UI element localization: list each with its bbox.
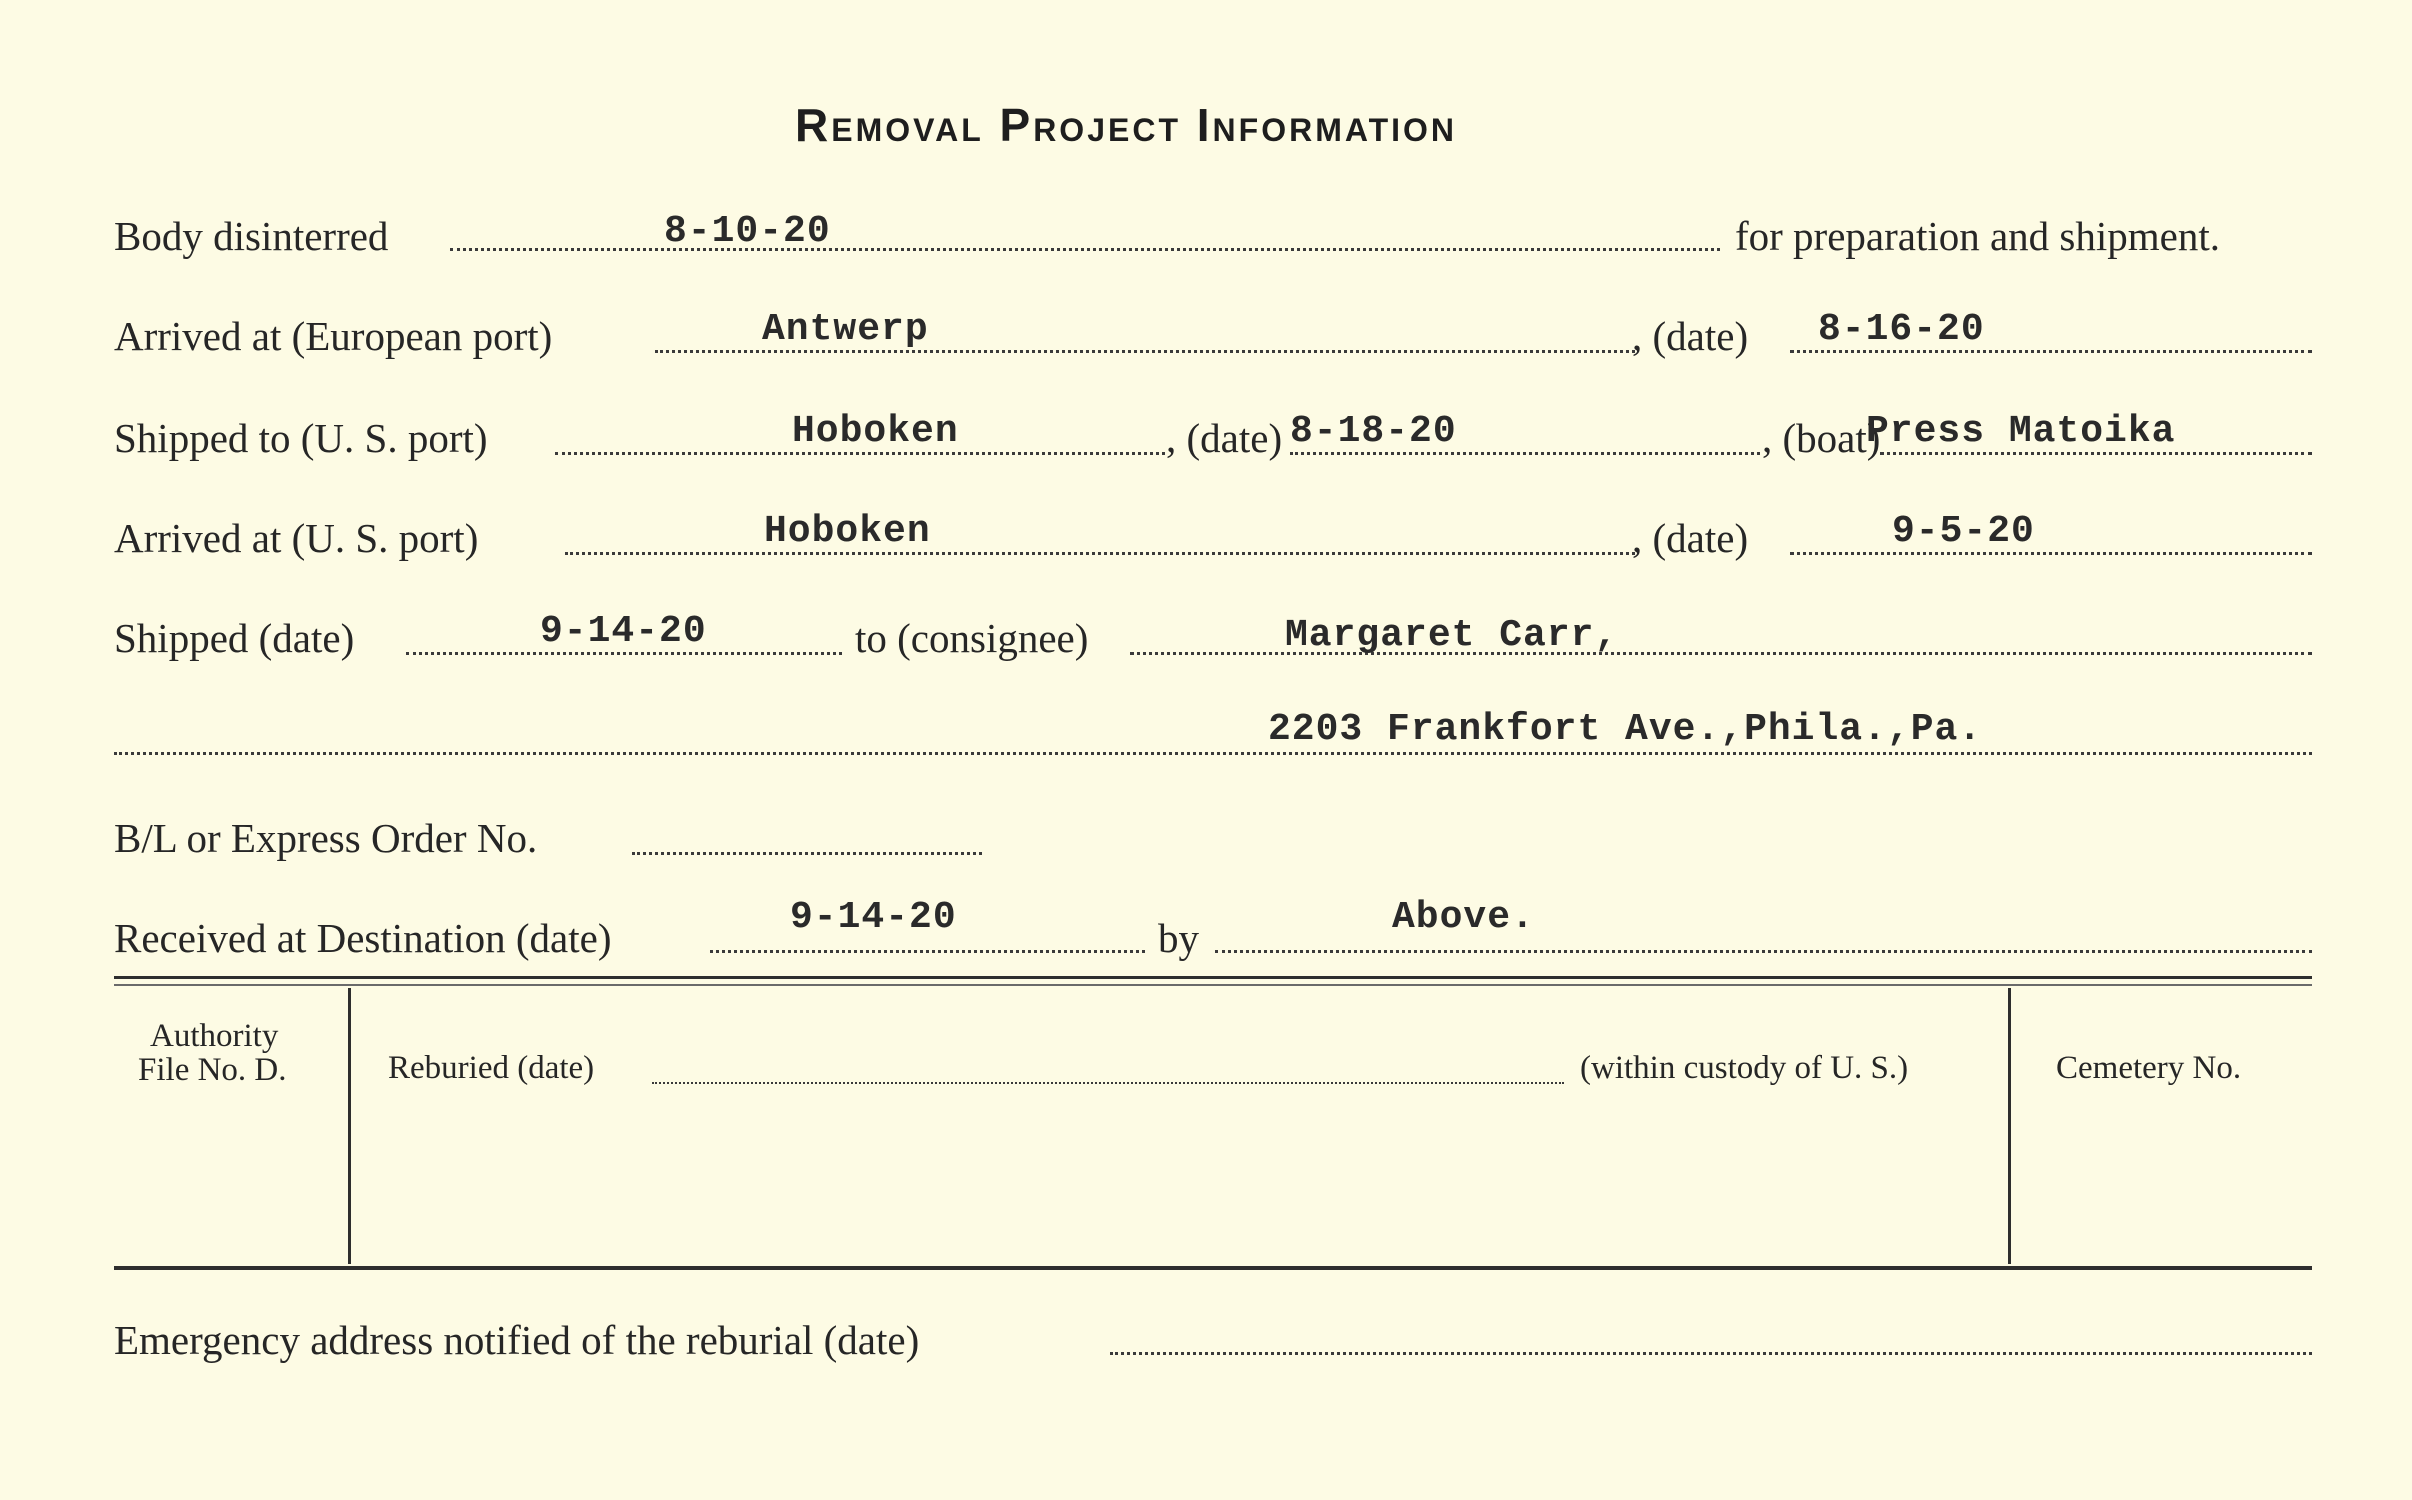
- us-port-shipped-label: Shipped to (U. S. port): [114, 415, 488, 461]
- us-port-arrived-label: Arrived at (U. S. port): [114, 515, 479, 561]
- shipped-date-value: 9-14-20: [540, 610, 707, 653]
- boat-value: Press Matoika: [1866, 410, 2176, 453]
- us-port-shipped-value: Hoboken: [792, 410, 959, 453]
- us-port-arrived-value: Hoboken: [764, 510, 931, 553]
- received-date-label: Received at Destination (date): [114, 915, 612, 961]
- box-top-rule: [114, 976, 2312, 979]
- preparation-suffix: for preparation and shipment.: [1735, 213, 2221, 259]
- received-date-value: 9-14-20: [790, 896, 957, 939]
- authority-label-line2: File No. D.: [138, 1052, 287, 1088]
- box-top-rule-inner: [114, 984, 2312, 986]
- bl-order-label: B/L or Express Order No.: [114, 815, 538, 861]
- us-port-arrived-line: [565, 552, 1635, 555]
- received-by-line: [1215, 950, 2312, 953]
- european-date-value: 8-16-20: [1818, 308, 1985, 351]
- body-disinterred-line: [450, 248, 1720, 251]
- us-arrived-date-label: , (date): [1632, 515, 1749, 561]
- us-shipped-date-value: 8-18-20: [1290, 410, 1457, 453]
- body-disinterred-value: 8-10-20: [664, 210, 831, 253]
- custody-label: (within custody of U. S.): [1580, 1050, 1909, 1086]
- box-bottom-rule: [114, 1266, 2312, 1270]
- received-date-line: [710, 950, 1145, 953]
- body-disinterred-label: Body disinterred: [114, 213, 389, 259]
- box-divider-left: [348, 988, 351, 1264]
- received-by-label: by: [1158, 915, 1199, 961]
- european-port-value: Antwerp: [762, 308, 929, 351]
- consignee-value: Margaret Carr,: [1285, 614, 1619, 657]
- cemetery-label: Cemetery No.: [2056, 1050, 2242, 1086]
- box-divider-right: [2008, 988, 2011, 1264]
- us-arrived-date-line: [1790, 552, 2312, 555]
- us-arrived-date-value: 9-5-20: [1892, 510, 2035, 553]
- received-by-value: Above.: [1392, 896, 1535, 939]
- shipped-date-label: Shipped (date): [114, 615, 355, 661]
- card-title: Removal Project Information: [795, 99, 1458, 151]
- emergency-address-line: [1110, 1352, 2312, 1355]
- address-line: [114, 752, 2312, 755]
- address-value: 2203 Frankfort Ave.,Phila.,Pa.: [1268, 708, 1983, 751]
- boat-label: , (boat): [1762, 415, 1881, 461]
- reburied-label: Reburied (date): [388, 1050, 595, 1086]
- consignee-label: to (consignee): [855, 615, 1089, 661]
- european-port-label: Arrived at (European port): [114, 313, 553, 359]
- emergency-address-label: Emergency address notified of the reburial (date): [114, 1317, 920, 1363]
- european-date-label: , (date): [1632, 313, 1749, 359]
- bl-order-line: [632, 852, 982, 855]
- us-shipped-date-label: , (date): [1166, 415, 1283, 461]
- authority-label-line1: Authority: [150, 1018, 279, 1054]
- reburied-line: [652, 1082, 1564, 1084]
